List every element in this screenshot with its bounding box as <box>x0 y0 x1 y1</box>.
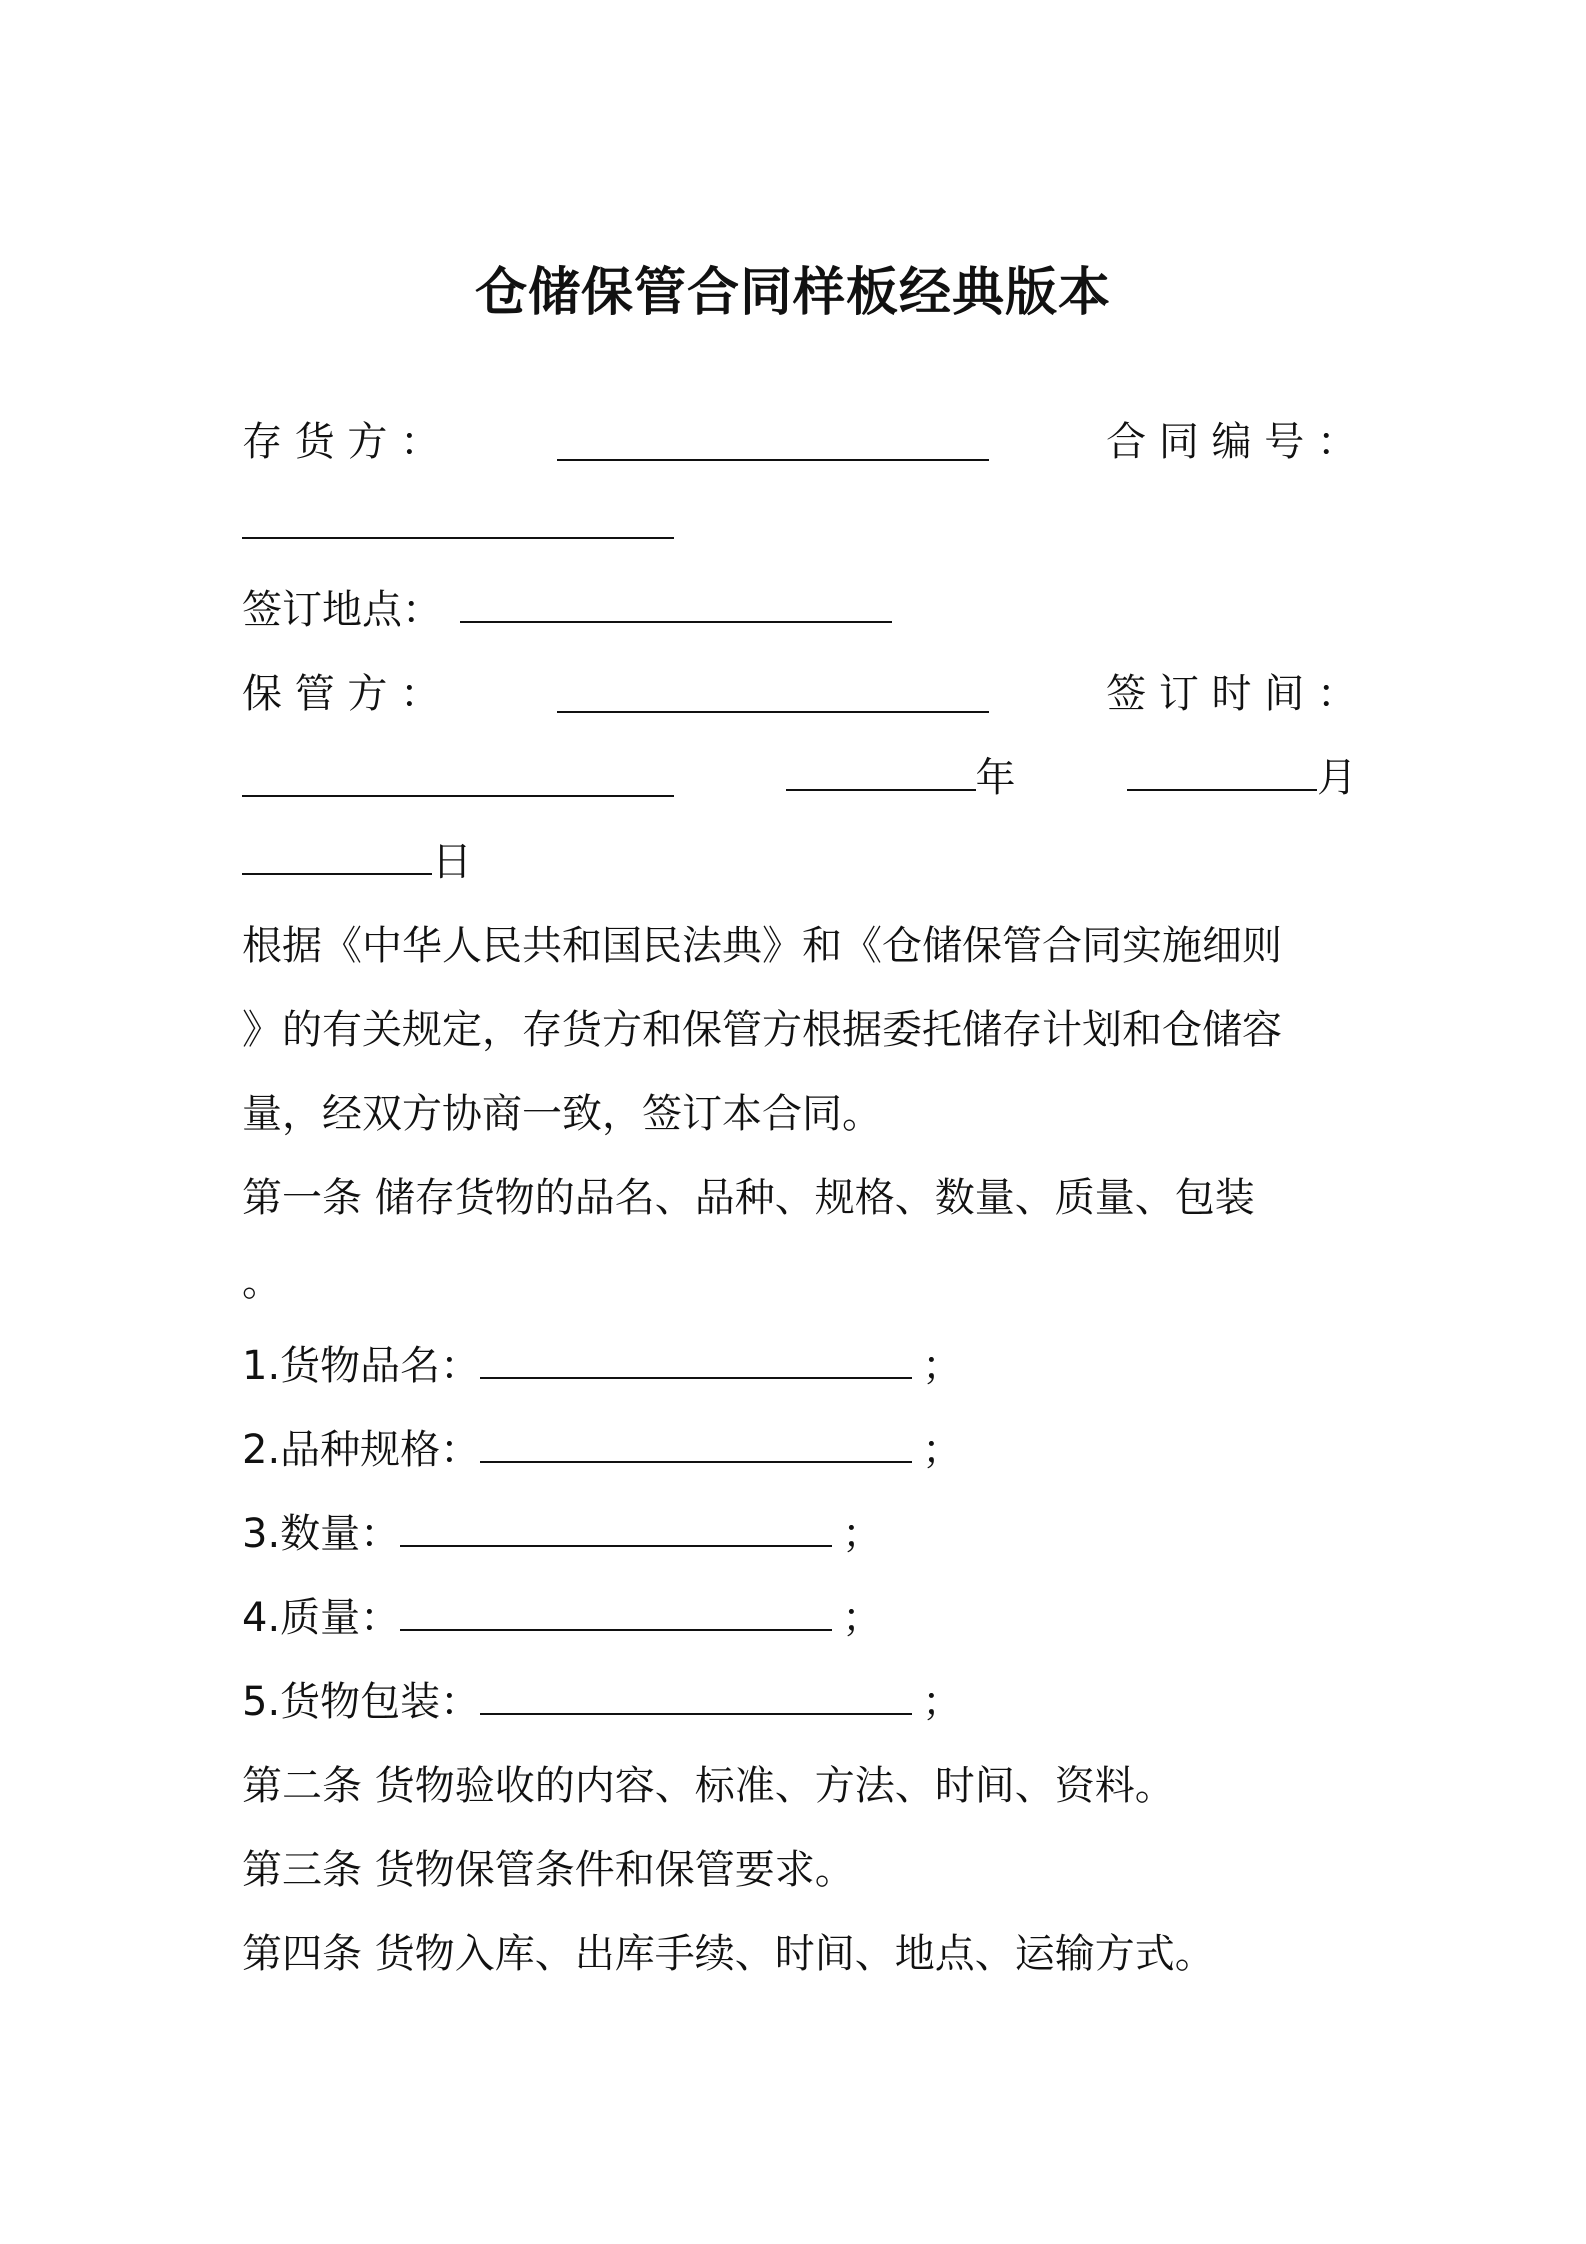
year-blank <box>786 753 976 791</box>
custodian-label: 保 管 方 ： <box>242 671 441 717</box>
day-label: 日 <box>432 839 472 885</box>
item-end: ； <box>842 1511 883 1557</box>
contract-no-blank <box>242 501 674 539</box>
depositor-line <box>242 400 1357 484</box>
custodian-blank <box>557 675 989 713</box>
item-label: 4.质量： <box>242 1595 401 1641</box>
item-spec <box>242 1408 1357 1492</box>
item-end: ； <box>922 1427 963 1473</box>
item-blank <box>400 1593 832 1631</box>
item-label: 2.品种规格： <box>242 1427 481 1473</box>
item-packaging <box>242 1660 1357 1744</box>
year-label: 年 <box>975 755 1016 801</box>
sign-place-blank <box>460 585 892 623</box>
intro-line-1: 根据《中华人民共和国民法典》和《仓储保管合同实施细则 <box>242 923 1282 969</box>
year-field <box>786 736 1016 820</box>
item-goods-name <box>242 1324 1357 1408</box>
item-blank <box>400 1509 832 1547</box>
date-line <box>242 736 1357 820</box>
custodian-line <box>242 652 1357 736</box>
article-1-line-2: 。 <box>242 1259 282 1305</box>
item-blank <box>480 1341 912 1379</box>
item-end: ； <box>922 1343 963 1389</box>
contract-no-line <box>242 484 1357 568</box>
item-end: ； <box>922 1679 963 1725</box>
sign-place-line <box>242 568 1357 652</box>
depositor-label: 存 货 方 ： <box>242 419 441 465</box>
article-4: 第四条 货物入库、出库手续、时间、地点、运输方式。 <box>242 1931 1215 1977</box>
document-title: 仓储保管合同样板经典版本 <box>474 263 1111 323</box>
article-2: 第二条 货物验收的内容、标准、方法、时间、资料。 <box>242 1763 1175 1809</box>
item-blank <box>480 1425 912 1463</box>
month-blank <box>1127 753 1317 791</box>
depositor-blank <box>557 423 989 461</box>
item-end: ； <box>842 1595 883 1641</box>
item-label: 3.数量： <box>242 1511 401 1557</box>
month-label: 月 <box>1317 755 1357 801</box>
sign-place-label: 签订地点： <box>242 587 442 633</box>
article-1-line-1: 第一条 储存货物的品名、品种、规格、数量、质量、包装 <box>242 1175 1255 1221</box>
intro-line-2: 》的有关规定，存货方和保管方根据委托储存计划和仓储容 <box>242 1007 1282 1053</box>
item-blank <box>480 1677 912 1715</box>
item-label: 1.货物品名： <box>242 1343 481 1389</box>
item-quality <box>242 1576 1357 1660</box>
intro-line-3: 量，经双方协商一致，签订本合同。 <box>242 1091 882 1137</box>
item-quantity <box>242 1492 1357 1576</box>
day-line <box>242 820 1357 904</box>
month-field <box>1127 736 1357 820</box>
contract-no-label: 合 同 编 号 ： <box>1106 419 1357 465</box>
sign-time-blank <box>242 759 674 797</box>
sign-time-label: 签 订 时 间 ： <box>1106 671 1357 717</box>
item-label: 5.货物包装： <box>242 1679 481 1725</box>
article-3: 第三条 货物保管条件和保管要求。 <box>242 1847 855 1893</box>
day-blank <box>242 837 432 875</box>
document-body <box>242 400 1357 1996</box>
